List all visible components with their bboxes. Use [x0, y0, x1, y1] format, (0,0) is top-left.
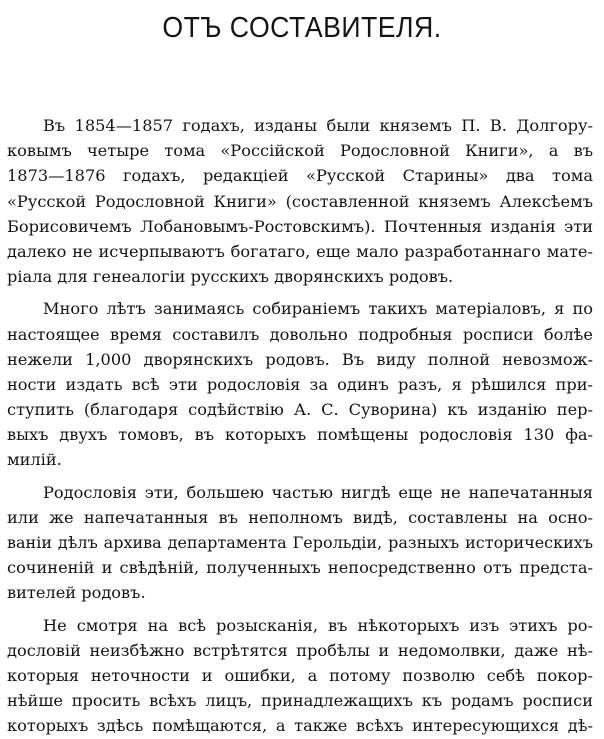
paragraph [7, 296, 593, 472]
paragraph [7, 613, 593, 739]
text-line: 1873—1876 годахъ, редакцiей «Русской Старины» два тома [7, 166, 593, 186]
text-line: вителей родовъ. [7, 583, 146, 603]
paragraph [7, 480, 593, 606]
text-line: рiала для генеалогiи русскихъ дворянскихъ родовъ. [7, 267, 454, 287]
text-line: нежели 1,000 дворянскихъ родовъ. Въ виду полной невозмож- [7, 349, 593, 369]
text-line: Родословiя эти, большею частью нигдѣ еще не напечатанныя [43, 482, 593, 502]
paragraph [7, 113, 593, 289]
text-line: настоящее время составилъ довольно подробныя росписи болѣе [7, 324, 593, 344]
body-text [7, 113, 593, 739]
text-line: которыхъ здѣсь помѣщаются, а также всѣхъ интересующихся дѣ- [7, 716, 593, 736]
text-line: ванiи дѣлъ архива департамента Герольдiи, разныхъ историческихъ [7, 533, 593, 552]
text-line: Борисовичемъ Лобановымъ-Ростовскимъ). Почтенныя изданiя эти [7, 216, 593, 236]
text-line: выхъ двухъ томовъ, въ которыхъ помѣщены родословiя 130 фа- [7, 425, 593, 445]
text-line: Въ 1854—1857 годахъ, изданы были княземъ П. В. Долгору- [43, 116, 593, 135]
text-line: дословiй неизбѣжно встрѣтятся пробѣлы и недомолвки, даже нѣ- [7, 640, 593, 660]
text-line: ступить (благодаря содѣйствiю А. С. Суворина) къ изданiю пер- [7, 400, 593, 420]
paragraph-gap [7, 289, 593, 296]
text-line: далеко не исчерпываютъ богатаго, еще мало разработаннаго мате- [7, 241, 593, 261]
text-line: ковымъ четыре тома «Россiйской Родословной Книги», а въ [7, 141, 593, 161]
page-title: ОТЪ СОСТАВИТЕЛЯ. [162, 12, 442, 44]
text-line: нѣйше просить всѣхъ лицъ, принадлежащихъ къ родамъ росписи [7, 691, 593, 711]
text-line: «Русской Родословной Книги» (составленной княземъ Алексѣемъ [7, 191, 593, 211]
text-line: или же напечатанныя въ неполномъ видѣ, составлены на осно- [7, 507, 593, 527]
paragraph-gap [7, 606, 593, 613]
text-line: Не смотря на всѣ розысканiя, въ нѣкоторыхъ изъ этихъ ро- [43, 615, 593, 635]
text-line: которыя неточности и ошибки, а потому позволю себѣ покор- [7, 665, 593, 685]
paragraph-gap [7, 473, 593, 480]
text-line: ности издать всѣ эти родословiя за одинъ разъ, я рѣшился при- [7, 374, 593, 394]
text-line: сочиненiй и свѣдѣнiй, полученныхъ непосредственно отъ предста- [7, 558, 593, 578]
text-line: милiй. [7, 450, 62, 470]
text-line: Много лѣтъ занимаясь собиранiемъ такихъ матерiаловъ, я по [43, 299, 593, 319]
